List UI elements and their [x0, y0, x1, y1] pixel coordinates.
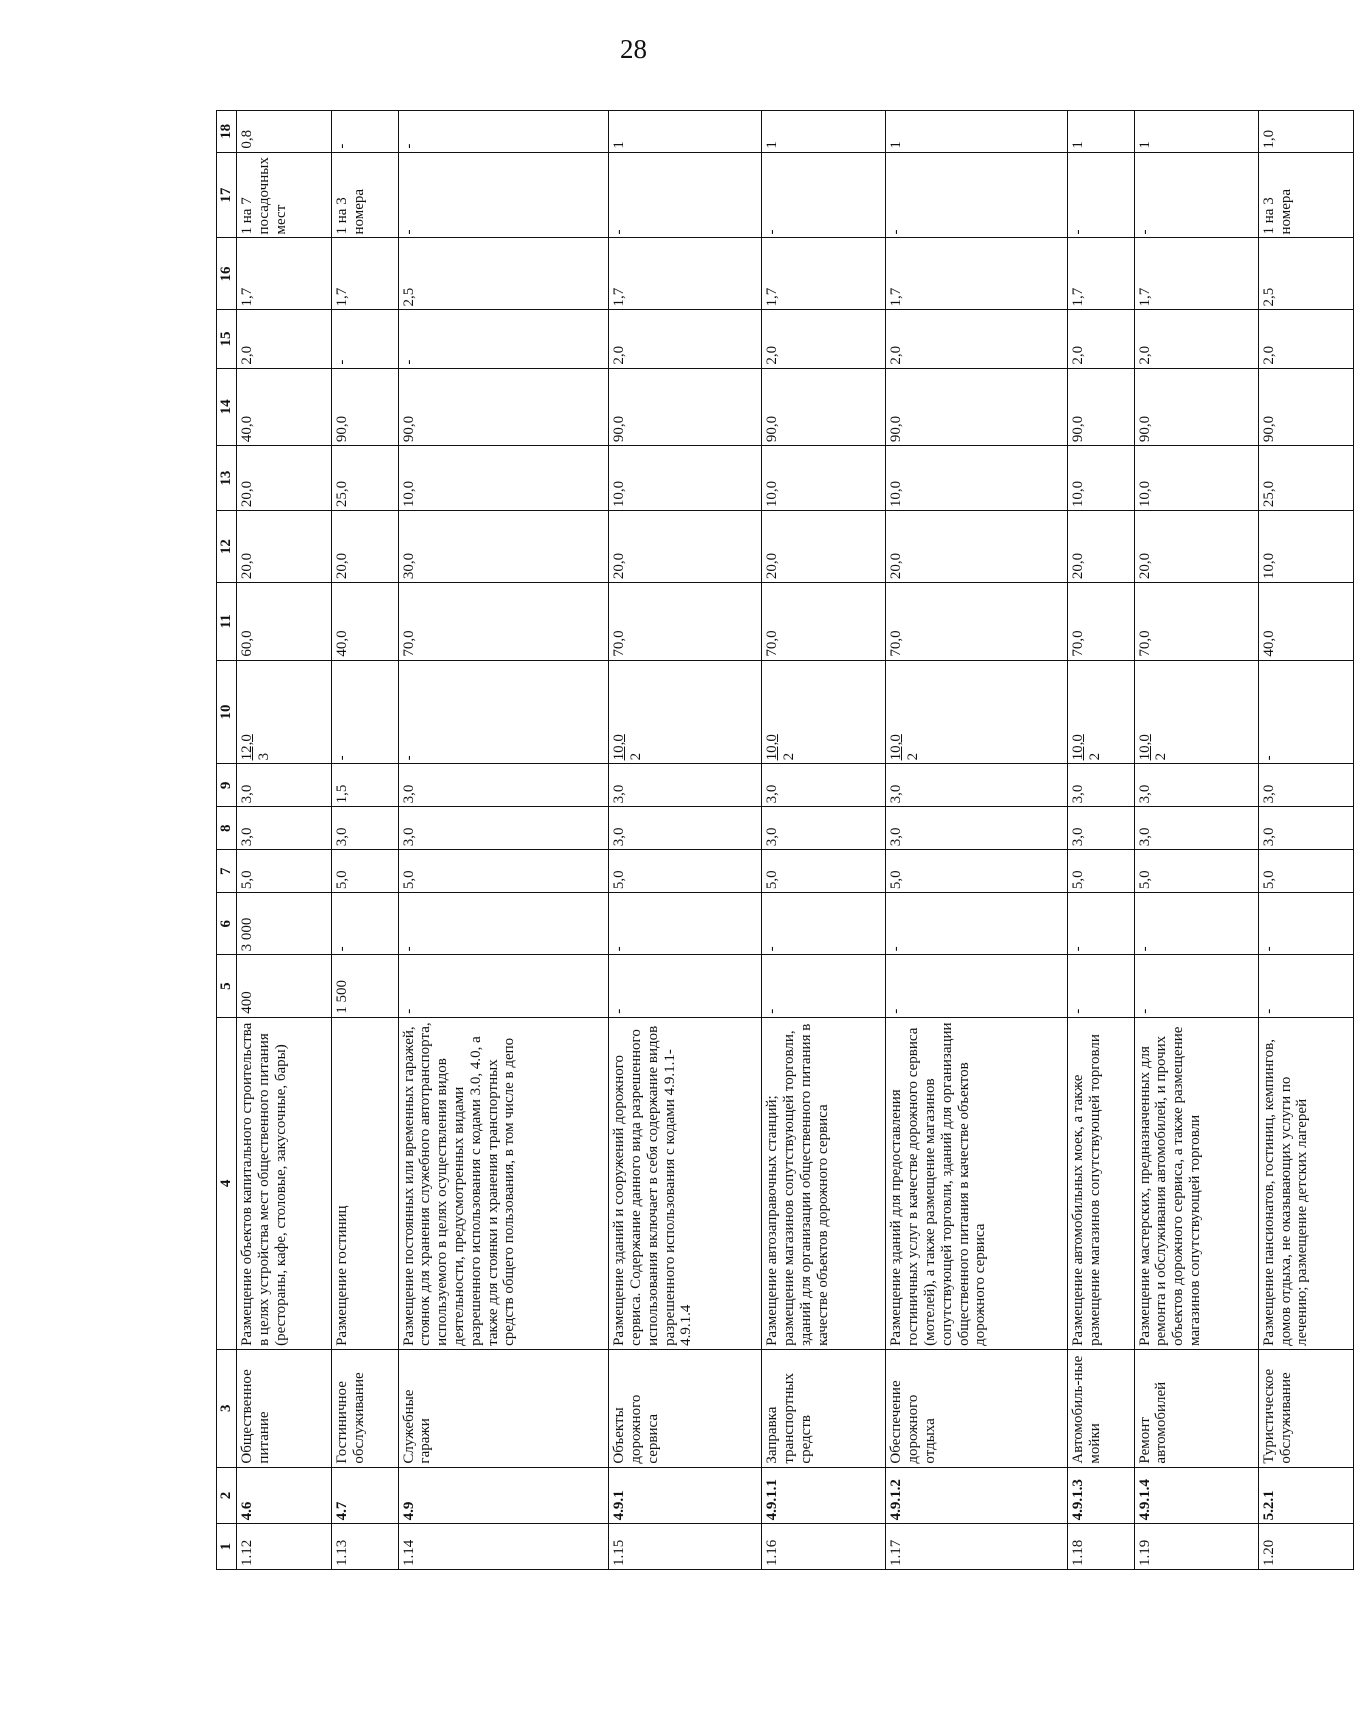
land-use-parameters-table: [216, 110, 1354, 1570]
value-cell: 5,0: [886, 850, 1068, 893]
parking-norm-cell: -: [398, 152, 609, 238]
use-name-cell: Обеспечение дорожного отдыха: [886, 1349, 1068, 1467]
value-cell: 70,0: [886, 583, 1068, 661]
header-cell: 6: [217, 893, 237, 955]
fraction-cell: [1068, 660, 1134, 764]
value-cell: 1 500: [332, 955, 398, 1017]
value-cell: 3,0: [398, 764, 609, 807]
value-cell: 5,0: [1258, 850, 1353, 893]
value-cell: 5,0: [1134, 850, 1258, 893]
fraction-cell: [398, 660, 609, 764]
value-cell: -: [1068, 893, 1134, 955]
row-number-cell: 1.18: [1068, 1524, 1134, 1570]
value-cell: 3,0: [762, 764, 886, 807]
parking-norm-cell: -: [1134, 152, 1258, 238]
value-cell: 10,0: [1134, 446, 1258, 511]
value-cell: -: [762, 893, 886, 955]
value-cell: 3,0: [609, 764, 762, 807]
value-cell: 1,7: [1068, 238, 1134, 310]
value-cell: 70,0: [1068, 583, 1134, 661]
value-cell: 2,0: [762, 310, 886, 368]
fraction-denominator: 3: [255, 752, 272, 761]
value-cell: 25,0: [332, 446, 398, 511]
value-cell: 3,0: [398, 807, 609, 850]
value-cell: 2,0: [237, 310, 332, 368]
use-description-cell: Размещение постоянных или временных гаражей, стоянок для хранения служебного автотранспорта, используемого в целях осуществления видов деятельности, предусмотренных видами разрешенного использования с кодами 3.0, 4.0, а также для стоянки и хранения транспортных средств общего пользования, в том числе в депо: [398, 1017, 609, 1349]
value-cell: 10,0: [609, 446, 762, 511]
value-cell: -: [332, 893, 398, 955]
value-cell: 3,0: [762, 807, 886, 850]
use-description-cell: Размещение автомобильных моек, а также размещение магазинов сопутствующей торговли: [1068, 1017, 1134, 1349]
table-row: [1068, 111, 1134, 1570]
table-row: [1134, 111, 1258, 1570]
value-cell: 0,8: [237, 111, 332, 153]
use-name-cell: Заправка транспортных средств: [762, 1349, 886, 1467]
header-cell: 15: [217, 310, 237, 368]
table-row: [1258, 111, 1353, 1570]
parking-norm-cell: -: [762, 152, 886, 238]
code-cell: 4.6: [237, 1467, 332, 1524]
value-cell: 400: [237, 955, 332, 1017]
header-cell: 14: [217, 368, 237, 446]
header-cell: 5: [217, 955, 237, 1017]
parking-norm-cell: -: [609, 152, 762, 238]
header-cell: 1: [217, 1524, 237, 1570]
page-number: 28: [620, 34, 647, 64]
use-description-cell: Размещение автозаправочных станций; размещение магазинов сопутствующей торговли, зданий для организации общественного питания в качестве объектов дорожного сервиса: [762, 1017, 886, 1349]
code-cell: 4.9.1.3: [1068, 1467, 1134, 1524]
row-number-cell: 1.15: [609, 1524, 762, 1570]
value-cell: 1,7: [237, 238, 332, 310]
value-cell: 3,0: [237, 764, 332, 807]
value-cell: 90,0: [886, 368, 1068, 446]
value-cell: 90,0: [1068, 368, 1134, 446]
table-row: [332, 111, 398, 1570]
fraction-cell: [1134, 660, 1258, 764]
value-cell: 3,0: [237, 807, 332, 850]
value-cell: -: [398, 955, 609, 1017]
value-cell: 10,0: [762, 446, 886, 511]
value-cell: 3,0: [332, 807, 398, 850]
value-cell: 60,0: [237, 583, 332, 661]
fraction-cell: [237, 660, 332, 764]
value-cell: 3,0: [1134, 807, 1258, 850]
value-cell: -: [398, 310, 609, 368]
code-cell: 4.7: [332, 1467, 398, 1524]
fraction-cell: [1258, 660, 1353, 764]
value-cell: 90,0: [762, 368, 886, 446]
code-cell: 4.9.1.4: [1134, 1467, 1258, 1524]
value-cell: 90,0: [332, 368, 398, 446]
header-cell: 13: [217, 446, 237, 511]
fraction-denominator: 2: [905, 752, 922, 761]
fraction-numerator: -: [1260, 755, 1277, 761]
header-cell: 8: [217, 807, 237, 850]
header-cell: 12: [217, 511, 237, 583]
table-row: [886, 111, 1068, 1570]
value-cell: 2,0: [886, 310, 1068, 368]
value-cell: 10,0: [1068, 446, 1134, 511]
value-cell: 20,0: [237, 446, 332, 511]
value-cell: 5,0: [762, 850, 886, 893]
use-description-cell: Размещение гостиниц: [332, 1017, 398, 1349]
fraction-value: [1070, 734, 1104, 760]
value-cell: 30,0: [398, 511, 609, 583]
value-cell: 3,0: [609, 807, 762, 850]
fraction-cell: [332, 660, 398, 764]
fraction-value: [1261, 755, 1278, 760]
value-cell: 1,7: [762, 238, 886, 310]
fraction-numerator: -: [334, 755, 351, 761]
table-row: [237, 111, 332, 1570]
value-cell: 20,0: [886, 511, 1068, 583]
row-number-cell: 1.17: [886, 1524, 1068, 1570]
parking-norm-cell: -: [1068, 152, 1134, 238]
use-description-cell: Размещение зданий для предоставления гостиничных услуг в качестве дорожного сервиса (мотелей), а также размещение магазинов сопутствующей торговли, зданий для организации общественного питания в качестве объектов дорожного сервиса: [886, 1017, 1068, 1349]
value-cell: 2,0: [1068, 310, 1134, 368]
row-number-cell: 1.14: [398, 1524, 609, 1570]
value-cell: 3,0: [886, 764, 1068, 807]
use-name-cell: Ремонт автомобилей: [1134, 1349, 1258, 1467]
value-cell: 5,0: [237, 850, 332, 893]
value-cell: 1,0: [1258, 111, 1353, 153]
value-cell: -: [886, 893, 1068, 955]
fraction-numerator: 10,0: [611, 734, 628, 761]
value-cell: -: [332, 111, 398, 153]
fraction-value: [401, 755, 418, 760]
fraction-value: [1137, 734, 1171, 760]
value-cell: 10,0: [1258, 511, 1353, 583]
value-cell: 3,0: [1068, 807, 1134, 850]
fraction-denominator: 2: [1153, 752, 1170, 761]
value-cell: -: [609, 955, 762, 1017]
value-cell: 70,0: [398, 583, 609, 661]
value-cell: -: [1134, 893, 1258, 955]
value-cell: 90,0: [1258, 368, 1353, 446]
fraction-numerator: 10,0: [1136, 734, 1153, 761]
table-row: [398, 111, 609, 1570]
value-cell: 25,0: [1258, 446, 1353, 511]
code-cell: 4.9: [398, 1467, 609, 1524]
fraction-cell: [762, 660, 886, 764]
value-cell: 1,7: [1134, 238, 1258, 310]
code-cell: 4.9.1: [609, 1467, 762, 1524]
value-cell: 20,0: [762, 511, 886, 583]
value-cell: 10,0: [886, 446, 1068, 511]
header-row: [217, 111, 237, 1570]
header-cell: 10: [217, 660, 237, 764]
parking-norm-cell: 1 на 7 посадочных мест: [237, 152, 332, 238]
value-cell: 3,0: [1134, 764, 1258, 807]
parking-norm-cell: 1 на 3 номера: [1258, 152, 1353, 238]
value-cell: -: [1068, 955, 1134, 1017]
value-cell: -: [398, 111, 609, 153]
value-cell: 20,0: [332, 511, 398, 583]
row-number-cell: 1.12: [237, 1524, 332, 1570]
table-row: [762, 111, 886, 1570]
use-description-cell: Размещение зданий и сооружений дорожного сервиса. Содержание данного вида разрешенного использования включает в себя содержание видов разрешенного использования с кодами 4.9.1.1-4.9.1.4: [609, 1017, 762, 1349]
value-cell: 70,0: [762, 583, 886, 661]
parking-norm-cell: 1 на 3 номера: [332, 152, 398, 238]
fraction-value: [888, 734, 922, 760]
fraction-numerator: 12,0: [239, 734, 255, 761]
value-cell: -: [1134, 955, 1258, 1017]
row-number-cell: 1.13: [332, 1524, 398, 1570]
use-name-cell: Общественное питание: [237, 1349, 332, 1467]
value-cell: 20,0: [1134, 511, 1258, 583]
value-cell: 1: [886, 111, 1068, 153]
fraction-value: [334, 755, 351, 760]
value-cell: 1,5: [332, 764, 398, 807]
fraction-value: [239, 734, 273, 760]
value-cell: 2,0: [609, 310, 762, 368]
value-cell: 3,0: [1258, 807, 1353, 850]
use-description-cell: Размещение мастерских, предназначенных для ремонта и обслуживания автомобилей, и прочих объектов дорожного сервиса, а также размещение магазинов сопутствующей торговли: [1134, 1017, 1258, 1349]
fraction-cell: [886, 660, 1068, 764]
header-cell: 17: [217, 152, 237, 238]
value-cell: 5,0: [332, 850, 398, 893]
value-cell: 5,0: [398, 850, 609, 893]
use-description-cell: Размещение пансионатов, гостиниц, кемпингов, домов отдыха, не оказывающих услуги по лечению; размещение детских лагерей: [1258, 1017, 1353, 1349]
value-cell: 2,5: [1258, 238, 1353, 310]
value-cell: 20,0: [1068, 511, 1134, 583]
value-cell: 1: [1068, 111, 1134, 153]
value-cell: 1: [1134, 111, 1258, 153]
use-name-cell: Служебные гаражи: [398, 1349, 609, 1467]
fraction-numerator: 10,0: [764, 734, 781, 761]
header-cell: 16: [217, 238, 237, 310]
fraction-denominator: 2: [781, 752, 798, 761]
use-name-cell: Автомобиль-ные мойки: [1068, 1349, 1134, 1467]
value-cell: 90,0: [1134, 368, 1258, 446]
value-cell: -: [886, 955, 1068, 1017]
fraction-numerator: -: [400, 755, 417, 761]
code-cell: 5.2.1: [1258, 1467, 1353, 1524]
value-cell: 70,0: [1134, 583, 1258, 661]
header-cell: 9: [217, 764, 237, 807]
value-cell: 20,0: [609, 511, 762, 583]
header-cell: 3: [217, 1349, 237, 1467]
header-cell: 4: [217, 1017, 237, 1349]
value-cell: 5,0: [609, 850, 762, 893]
value-cell: -: [609, 893, 762, 955]
value-cell: 40,0: [332, 583, 398, 661]
value-cell: -: [332, 310, 398, 368]
value-cell: 3,0: [1258, 764, 1353, 807]
value-cell: 20,0: [237, 511, 332, 583]
use-name-cell: Туристическое обслуживание: [1258, 1349, 1353, 1467]
fraction-denominator: 2: [1087, 752, 1104, 761]
use-description-cell: Размещение объектов капитального строительства в целях устройства мест общественного питания (рестораны, кафе, столовые, закусочные, бары): [237, 1017, 332, 1349]
use-name-cell: Объекты дорожного сервиса: [609, 1349, 762, 1467]
header-cell: 7: [217, 850, 237, 893]
value-cell: 1,7: [886, 238, 1068, 310]
value-cell: 90,0: [609, 368, 762, 446]
value-cell: -: [1258, 955, 1353, 1017]
value-cell: 3,0: [1068, 764, 1134, 807]
value-cell: 1,7: [609, 238, 762, 310]
value-cell: 1: [609, 111, 762, 153]
value-cell: 40,0: [1258, 583, 1353, 661]
value-cell: 3 000: [237, 893, 332, 955]
value-cell: 3,0: [886, 807, 1068, 850]
value-cell: 40,0: [237, 368, 332, 446]
rotated-table-container: [216, 110, 1354, 1570]
use-name-cell: Гостиничное обслуживание: [332, 1349, 398, 1467]
row-number-cell: 1.20: [1258, 1524, 1353, 1570]
row-number-cell: 1.16: [762, 1524, 886, 1570]
value-cell: 2,0: [1134, 310, 1258, 368]
header-cell: 18: [217, 111, 237, 153]
fraction-denominator: 2: [628, 752, 645, 761]
parking-norm-cell: -: [886, 152, 1068, 238]
fraction-value: [764, 734, 798, 760]
row-number-cell: 1.19: [1134, 1524, 1258, 1570]
fraction-value: [611, 734, 645, 760]
value-cell: 1,7: [332, 238, 398, 310]
header-cell: 11: [217, 583, 237, 661]
value-cell: 90,0: [398, 368, 609, 446]
value-cell: 70,0: [609, 583, 762, 661]
fraction-numerator: 10,0: [1070, 734, 1087, 761]
value-cell: 2,5: [398, 238, 609, 310]
value-cell: -: [1258, 893, 1353, 955]
value-cell: 5,0: [1068, 850, 1134, 893]
header-cell: 2: [217, 1467, 237, 1524]
value-cell: -: [398, 893, 609, 955]
value-cell: 2,0: [1258, 310, 1353, 368]
value-cell: 1: [762, 111, 886, 153]
value-cell: 10,0: [398, 446, 609, 511]
table-row: [609, 111, 762, 1570]
fraction-cell: [609, 660, 762, 764]
value-cell: -: [762, 955, 886, 1017]
code-cell: 4.9.1.2: [886, 1467, 1068, 1524]
code-cell: 4.9.1.1: [762, 1467, 886, 1524]
fraction-numerator: 10,0: [888, 734, 905, 761]
